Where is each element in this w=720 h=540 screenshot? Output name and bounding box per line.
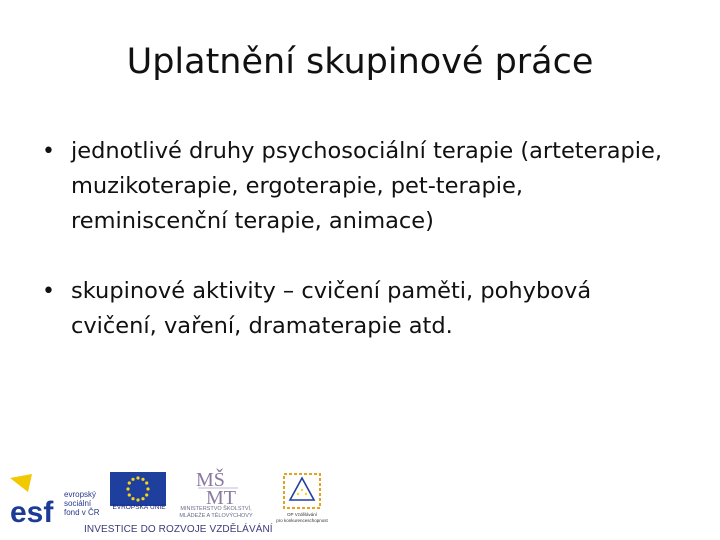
esf-logo bbox=[8, 470, 108, 528]
esf-caption-line: fond v ČR bbox=[64, 508, 100, 517]
esf-caption-line: sociální bbox=[64, 499, 92, 508]
esf-mark-icon bbox=[8, 470, 64, 528]
msmt-mark-icon bbox=[168, 466, 264, 506]
svg-text:MŠ: MŠ bbox=[196, 469, 225, 491]
opvk-caption-line: pro konkurenceschopnost bbox=[276, 517, 328, 523]
svg-text:MT: MT bbox=[206, 487, 236, 506]
esf-caption-line: evropský bbox=[64, 490, 97, 499]
bullet-dot-icon: • bbox=[42, 139, 55, 164]
bullet-dot-icon: • bbox=[42, 279, 55, 304]
msmt-logo bbox=[168, 466, 264, 526]
footer-logos bbox=[0, 462, 720, 540]
bullet-item bbox=[42, 134, 682, 239]
opvk-caption bbox=[270, 512, 334, 523]
slide-title: Uplatnění skupinové práce bbox=[126, 42, 594, 82]
bullet-text: jednotlivé druhy psychosociální terapie (arteterapie, muzikoterapie, ergoterapie, pet-terapie, reminiscenční terapie, animace) bbox=[71, 138, 663, 234]
bullet-text: skupinové aktivity – cvičení paměti, pohybová cvičení, vaření, dramaterapie atd. bbox=[71, 278, 592, 339]
esf-caption bbox=[64, 490, 100, 517]
msmt-caption-line: MINISTERSTVO ŠKOLSTVÍ, bbox=[180, 506, 252, 512]
eu-flag-icon bbox=[110, 472, 166, 506]
investice-tagline: INVESTICE DO ROZVOJE VZDĚLÁVÁNÍ bbox=[84, 524, 273, 535]
msmt-caption bbox=[168, 506, 264, 519]
opvk-mark-icon bbox=[270, 470, 334, 510]
opvk-logo bbox=[270, 470, 334, 526]
bullet-item bbox=[42, 274, 682, 344]
bullet-list bbox=[42, 134, 682, 379]
opvk-caption-line: OP Vzdělávání bbox=[287, 512, 317, 517]
eu-flag-logo bbox=[110, 472, 166, 524]
msmt-caption-line: MLÁDEŽE A TĚLOVÝCHOVY bbox=[179, 512, 253, 519]
eu-label: EVROPSKÁ UNIE bbox=[112, 504, 166, 511]
svg-text:esf: esf bbox=[10, 496, 54, 528]
